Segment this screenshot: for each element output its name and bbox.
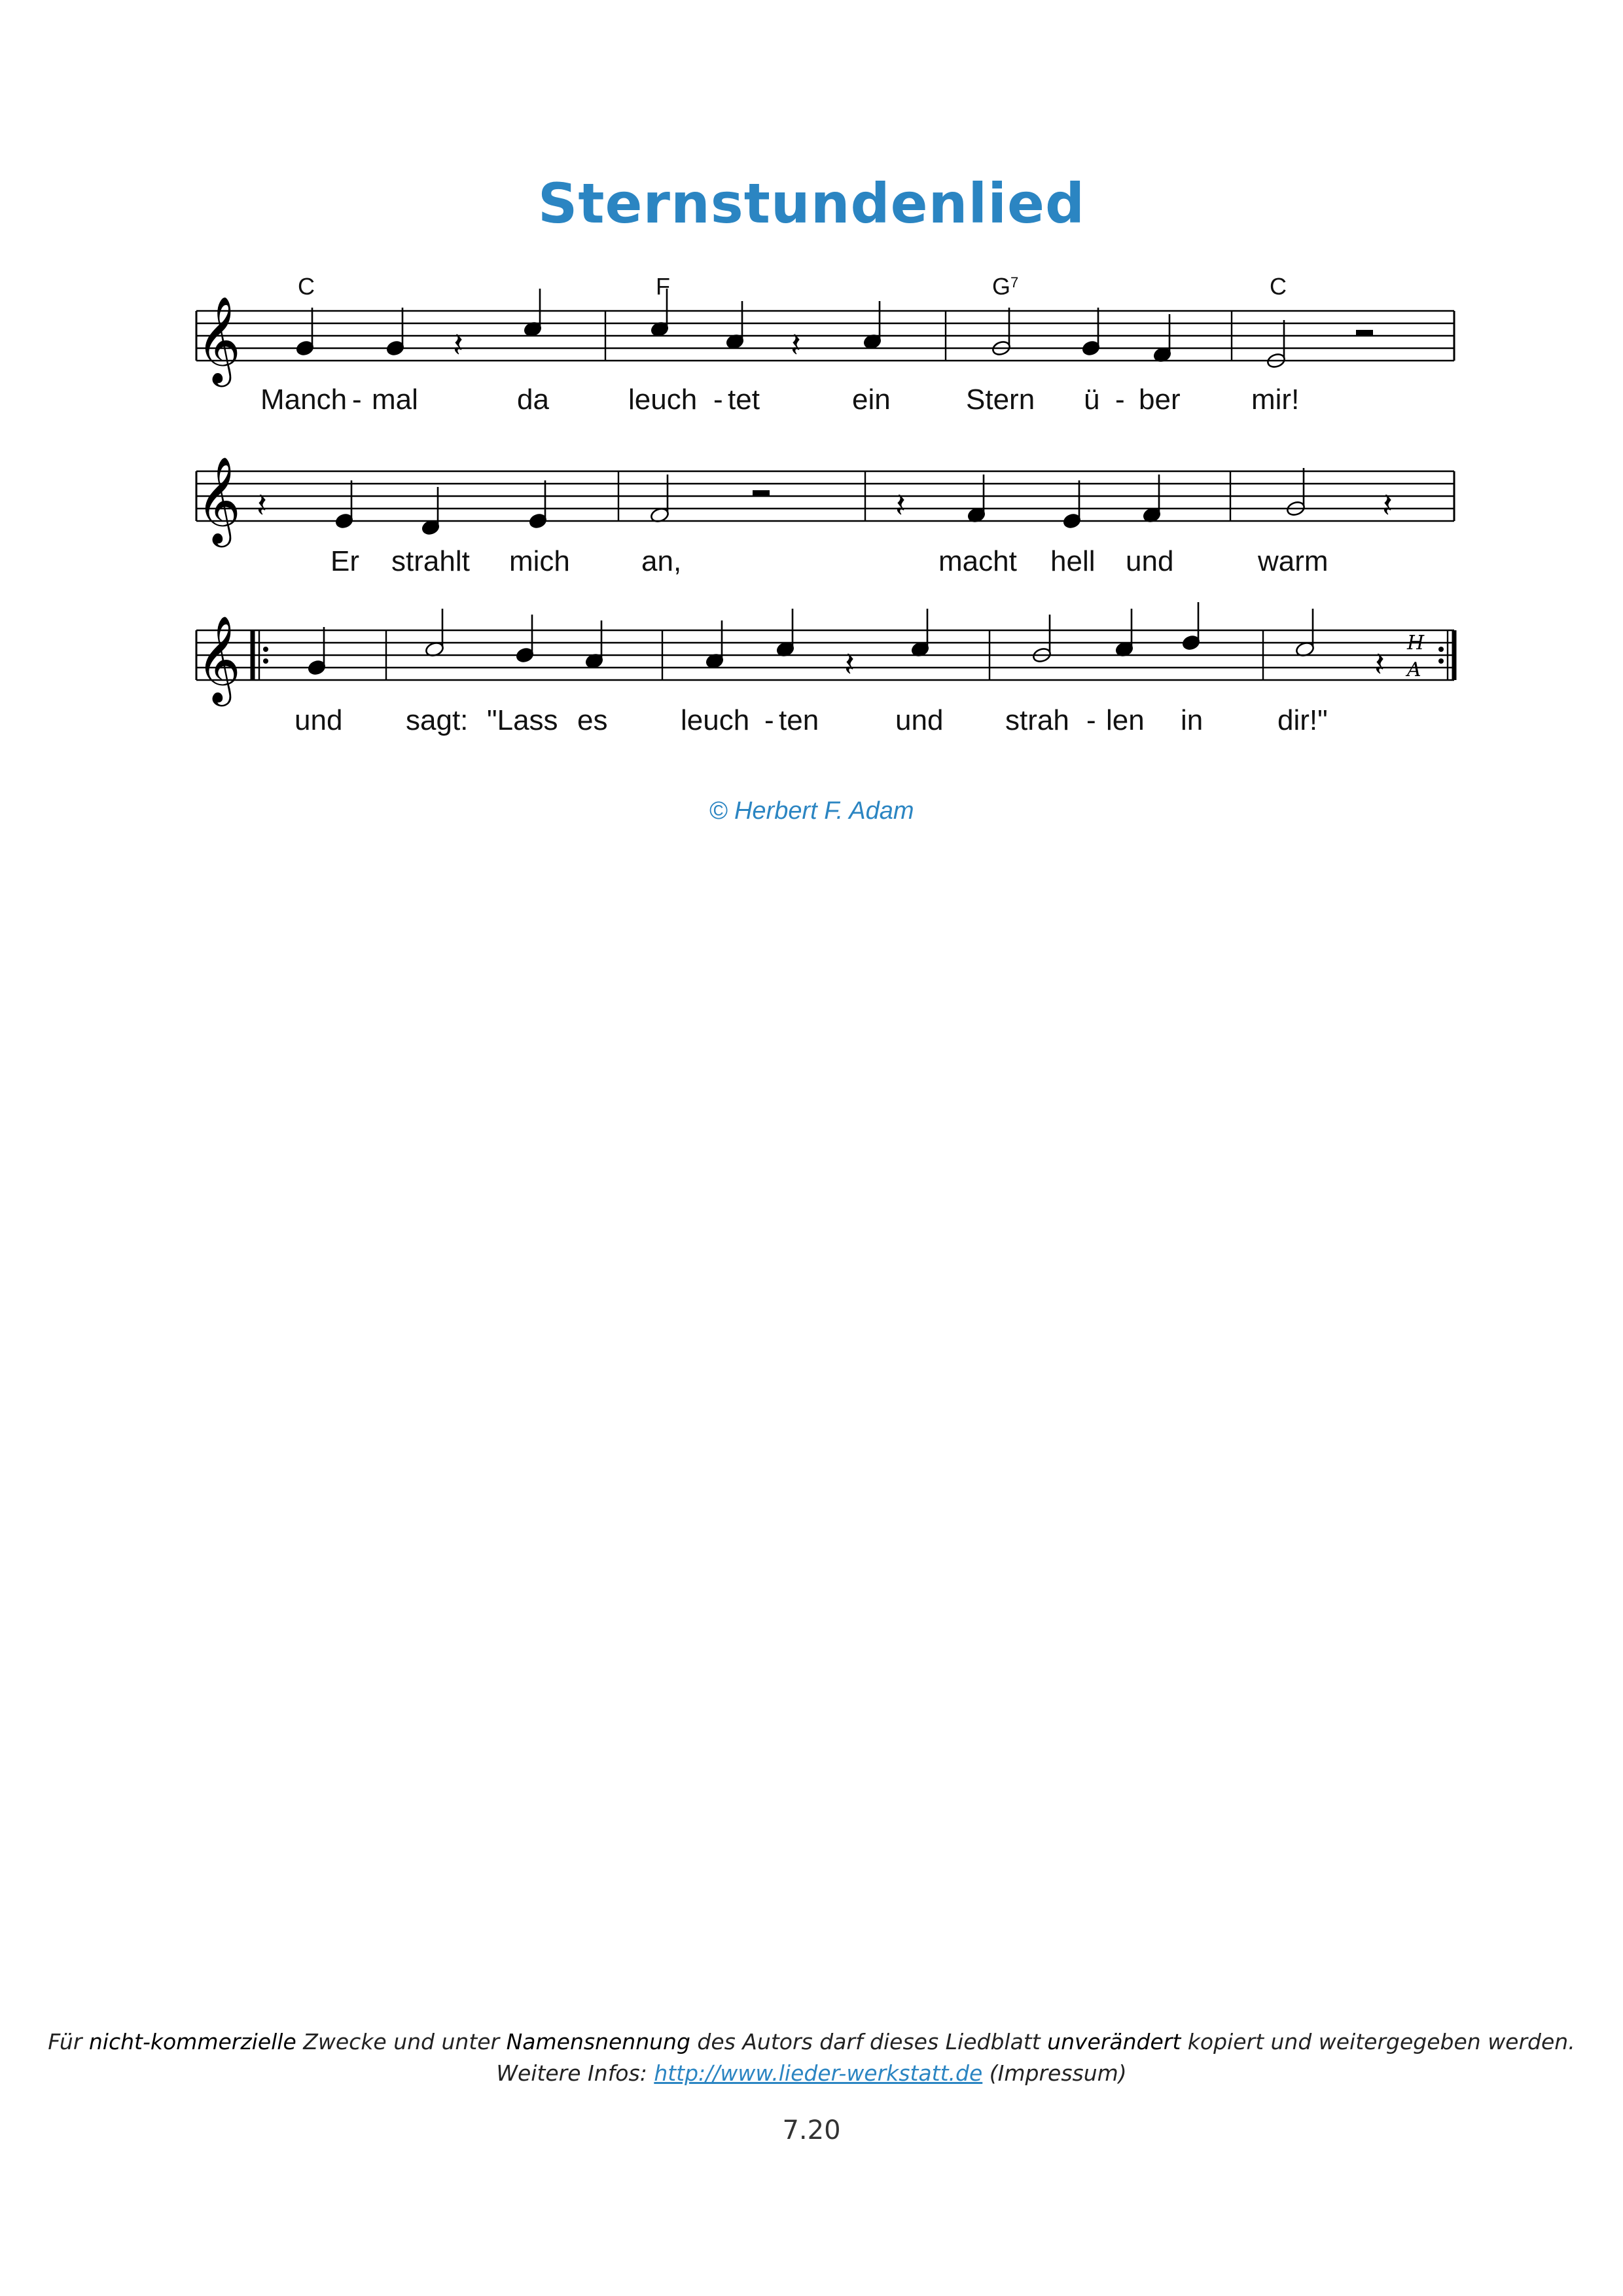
more-info-line: Weitere Infos: http://www.lieder-werkstatt.de (Impressum) <box>496 2060 1127 2086</box>
repeat-dot-icon <box>263 658 268 664</box>
lyric-syllable: "Lass <box>487 704 558 736</box>
lyric-hyphen: - <box>1115 384 1125 416</box>
lyric-syllable: es <box>577 704 608 736</box>
treble-clef-icon: 𝄞 <box>196 296 241 384</box>
quarter-rest-icon: 𝄽 <box>453 326 463 365</box>
lyric-syllable: dir!" <box>1277 704 1328 736</box>
lyric-syllable: da <box>517 384 549 416</box>
lyric-syllable: und <box>1126 545 1174 577</box>
treble-clef-icon: 𝄞 <box>196 615 241 703</box>
quarter-rest-icon: 𝄽 <box>257 486 267 526</box>
lyric-syllable: Stern <box>966 384 1035 416</box>
lyric-syllable: len <box>1106 704 1145 736</box>
lyric-syllable: ber <box>1139 384 1181 416</box>
chord-symbol: $G^7$ <box>992 273 1019 300</box>
chord-symbol: F <box>656 273 670 300</box>
lyric-syllable: und <box>895 704 944 736</box>
half-rest-icon <box>753 490 770 496</box>
ending-mark-bottom: A <box>1407 658 1421 681</box>
ending-mark-top: H <box>1407 632 1425 655</box>
lyric-syllable: mir! <box>1251 384 1300 416</box>
lyric-syllable: strah <box>1005 704 1069 736</box>
lyric-syllable: ü <box>1084 384 1100 416</box>
lyric-syllable: leuch <box>681 704 750 736</box>
treble-clef-icon: 𝄞 <box>196 456 241 544</box>
lyric-syllable: an, <box>641 545 682 577</box>
website-link[interactable]: http://www.lieder-werkstatt.de <box>654 2060 983 2086</box>
lyric-syllable: macht <box>938 545 1017 577</box>
chord-symbol: C <box>298 273 315 300</box>
chord-symbol: C <box>1270 273 1287 300</box>
lyric-syllable: strahlt <box>391 545 470 577</box>
lyric-syllable: ten <box>779 704 819 736</box>
lyric-syllable: mal <box>372 384 418 416</box>
lyric-syllable: mich <box>509 545 570 577</box>
page-number: 7.20 <box>782 2115 841 2145</box>
quarter-rest-icon: 𝄽 <box>844 645 855 685</box>
quarter-rest-icon: 𝄽 <box>791 326 801 365</box>
lyric-syllable: tet <box>728 384 760 416</box>
quarter-rest-icon: 𝄽 <box>1382 486 1393 526</box>
lyric-syllable: warm <box>1258 545 1329 577</box>
lyric-syllable: in <box>1181 704 1204 736</box>
repeat-dot-icon <box>1438 658 1444 664</box>
song-title: Sternstundenlied <box>537 171 1086 236</box>
staff-system-2 <box>0 432 1623 563</box>
lyric-syllable: und <box>294 704 343 736</box>
lyric-syllable: ein <box>852 384 891 416</box>
repeat-dot-icon <box>1438 647 1444 652</box>
half-rest-icon <box>1356 330 1373 336</box>
lyric-syllable: Manch <box>260 384 348 416</box>
lyric-hyphen: - <box>713 384 723 416</box>
quarter-rest-icon: 𝄽 <box>1374 645 1385 685</box>
lyric-syllable: hell <box>1050 545 1096 577</box>
lyric-syllable: leuch <box>628 384 698 416</box>
lyric-syllable: sagt: <box>406 704 469 736</box>
lyric-hyphen: - <box>352 384 362 416</box>
repeat-dot-icon <box>263 647 268 652</box>
license-notice: Für nicht-kommerzielle Zwecke und unter Namensnennung des Autors darf dieses Liedblatt unverändert kopiert und weitergegeben werden. <box>48 2029 1575 2054</box>
quarter-rest-icon: 𝄽 <box>895 486 906 526</box>
lyric-syllable: Er <box>330 545 359 577</box>
lyric-hyphen: - <box>1086 704 1096 736</box>
lyric-hyphen: - <box>764 704 774 736</box>
copyright-notice: © Herbert F. Adam <box>709 797 914 825</box>
staff-system-1 <box>0 262 1623 406</box>
